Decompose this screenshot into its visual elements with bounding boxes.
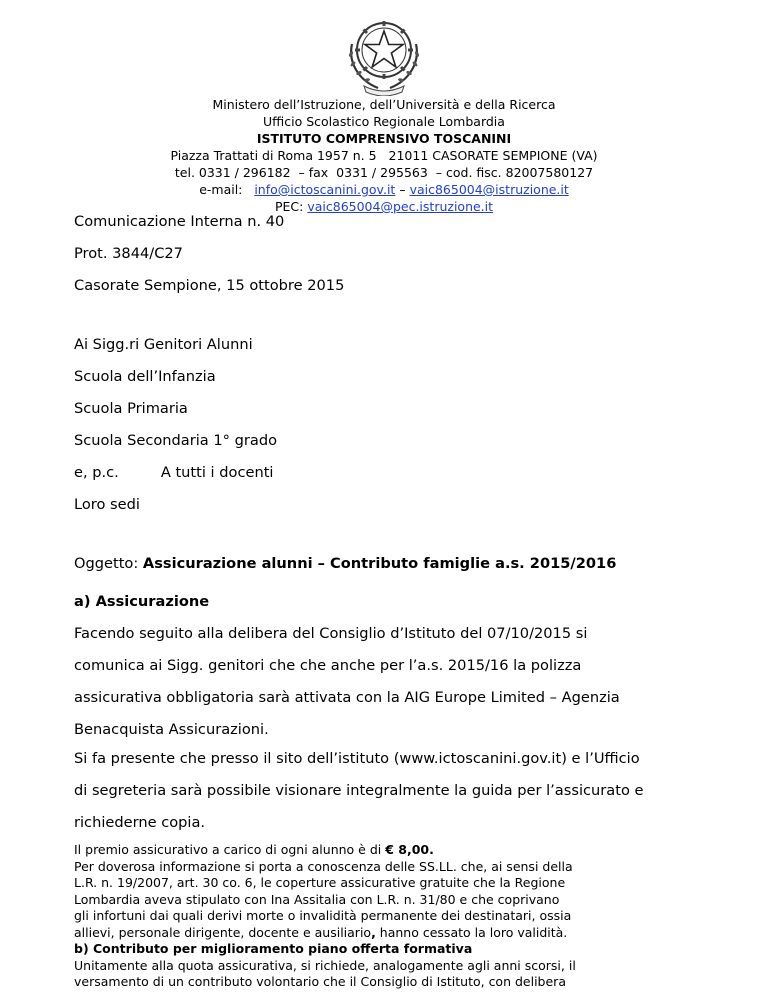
paragraph-line: gli infortuni dai quali derivi morte o invalidità permanente dei destinatari, ossia — [74, 908, 572, 923]
recipient-line: Scuola dell’Infanzia — [74, 368, 216, 385]
premium-amount: € 8,00. — [385, 842, 434, 857]
paragraph-line: Facendo seguito alla delibera del Consiglio d’Istituto del 07/10/2015 si — [74, 625, 588, 642]
subject-label: Oggetto: — [74, 555, 143, 572]
paragraph-line: Si fa presente che presso il sito dell’istituto (www.ictoscanini.gov.it) e l’Ufficio — [74, 750, 640, 767]
institute-name: ISTITUTO COMPRENSIVO TOSCANINI — [256, 131, 512, 146]
email-label: e-mail: — [199, 182, 243, 197]
recipient-line: Scuola Secondaria 1° grado — [74, 432, 278, 449]
paragraph-line: assicurativa obbligatoria sarà attivata con la AIG Europe Limited – Agenzia — [74, 689, 620, 706]
subject-text: Assicurazione alunni – Contributo famiglie a.s. 2015/2016 — [142, 555, 617, 572]
paragraph-line — [74, 843, 434, 857]
premium-text: Il premio assicurativo a carico di ogni alunno è di — [74, 842, 386, 857]
paragraph-line: Unitamente alla quota assicurativa, si richiede, analogamente agli anni scorsi, il — [74, 957, 576, 973]
paragraph-line — [74, 926, 567, 940]
ministry-name: Ministero dell’Istruzione, dell’Università e della Ricerca — [212, 97, 556, 112]
recipient-line: Ai Sigg.ri Genitori Alunni — [74, 336, 253, 353]
recipient-line — [74, 464, 273, 481]
regional-office: Ufficio Scolastico Regionale Lombardia — [263, 114, 505, 129]
institute-address: Piazza Trattati di Roma 1957 n. 5 21011 CASORATE SEMPIONE (VA) — [170, 148, 598, 163]
paragraph-line: versamento di un contributo volontario che il Consiglio di Istituto, con delibera — [74, 974, 566, 989]
paragraph-line: richiederne copia. — [74, 814, 206, 831]
email-separator: – — [399, 182, 406, 197]
subject-line — [74, 555, 616, 572]
paragraph-line: Benacquista Assicurazioni. — [74, 721, 269, 738]
paragraph-line: di segreteria sarà possibile visionare integralmente la guida per l’assicurato e — [74, 782, 644, 799]
pec-link[interactable]: vaic865004@pec.istruzione.it — [307, 199, 494, 214]
institute-contacts: tel. 0331 / 296182 – fax 0331 / 295563 – cod. fisc. 82007580127 — [174, 165, 594, 180]
paragraph-line: Lombardia aveva stipulato con Ina Assitalia con L.R. n. 31/80 e che coprivano — [74, 891, 560, 907]
validity-comma: , — [371, 924, 376, 940]
cc-recipients: A tutti i docenti — [160, 464, 274, 481]
paragraph-line: Per doverosa informazione si porta a conoscenza delle SS.LL. che, ai sensi della — [74, 858, 573, 874]
protocol-number: Prot. 3844/C27 — [74, 245, 183, 262]
recipient-line: Loro sedi — [74, 496, 140, 513]
place-date: Casorate Sempione, 15 ottobre 2015 — [74, 277, 345, 294]
paragraph-line: comunica ai Sigg. genitori che che anche per l’a.s. 2015/16 la polizza — [74, 657, 582, 674]
section-a-title: a) Assicurazione — [74, 593, 210, 610]
paragraph-line: L.R. n. 19/2007, art. 30 co. 6, le coperture assicurative gratuite che la Regione — [74, 875, 566, 890]
validity-text: allievi, personale dirigente, docente e ausiliario — [74, 924, 372, 940]
cc-label: e, p.c. — [74, 464, 119, 481]
email-link-istruzione[interactable]: vaic865004@istruzione.it — [409, 182, 569, 197]
communication-number: Comunicazione Interna n. 40 — [74, 213, 285, 230]
section-b-title: b) Contributo per miglioramento piano offerta formativa — [74, 941, 473, 956]
letterhead — [0, 96, 768, 215]
italian-republic-emblem-icon — [344, 14, 424, 96]
email-line — [0, 181, 768, 198]
email-link-info[interactable]: info@ictoscanini.gov.it — [254, 182, 396, 197]
validity-text-end: hanno cessato la loro validità. — [375, 924, 568, 940]
pec-label: PEC: — [274, 199, 304, 214]
recipient-line: Scuola Primaria — [74, 400, 188, 417]
